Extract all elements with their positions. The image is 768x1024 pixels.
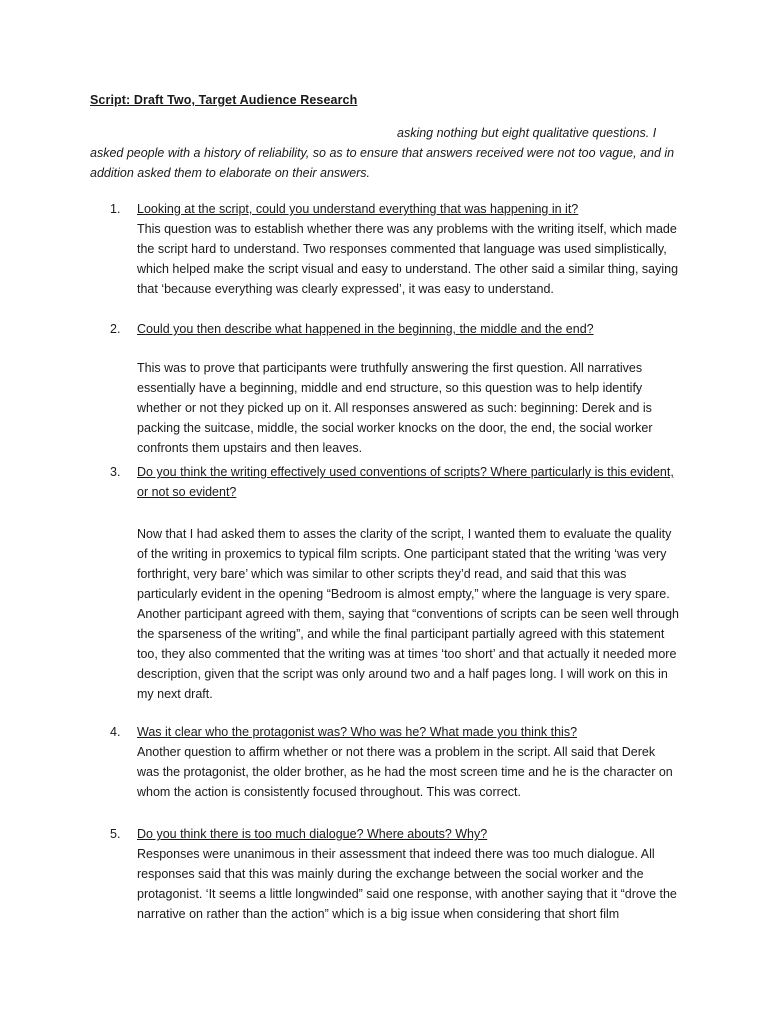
intro-line1: asking nothing but eight qualitative questions. I bbox=[397, 126, 657, 140]
question-number: 1. bbox=[110, 202, 121, 216]
question-item-4 bbox=[110, 722, 680, 802]
question-item-5 bbox=[110, 824, 680, 924]
question-text: Do you think there is too much dialogue? Where abouts? Why? bbox=[137, 827, 488, 841]
question-number: 3. bbox=[110, 465, 121, 479]
answer-text: This was to prove that participants were truthfully answering the first question. All narratives essentially have a beginning, middle and end structure, so this question was to help identify whether or not they picked up on it. All responses answered as such: beginning: Derek and is packing the suitcase, middle, the social worker knocks on the door, the end, the social worker confronts them upstairs and then leaves. bbox=[137, 361, 653, 455]
question-number: 5. bbox=[110, 827, 121, 841]
question-item-3 bbox=[110, 462, 680, 704]
intro-paragraph bbox=[90, 123, 680, 183]
answer-text: Another question to affirm whether or not there was a problem in the script. All said that Derek was the protagonist, the older brother, as he had the most screen time and he is the character on whom the action is consistently focused throughout. This was correct. bbox=[137, 745, 673, 799]
question-text: Could you then describe what happened in the beginning, the middle and the end? bbox=[137, 322, 594, 336]
question-number: 2. bbox=[110, 322, 121, 336]
intro-rest: asked people with a history of reliability, so as to ensure that answers received were not too vague, and in addition asked them to elaborate on their answers. bbox=[90, 146, 675, 180]
answer-text: This question was to establish whether there was any problems with the writing itself, which made the script hard to understand. Two responses commented that language was used simplistically, which helped make the script visual and easy to understand. The other said a similar thing, saying that ‘because everything was clearly expressed’, it was easy to understand. bbox=[137, 222, 679, 296]
question-text: Looking at the script, could you understand everything that was happening in it? bbox=[137, 202, 579, 216]
question-item-2 bbox=[110, 319, 680, 458]
question-text: Do you think the writing effectively used conventions of scripts? Where particularly is this evident, or not so evident? bbox=[137, 465, 674, 499]
answer-text: Responses were unanimous in their assessment that indeed there was too much dialogue. All responses said that this was mainly during the exchange between the social worker and the protagonist. ‘It seems a little longwinded” said one response, with another saying that it “drove the narrative on rather than the action” which is a big issue when considering that short film bbox=[137, 847, 677, 921]
document-title: Script: Draft Two, Target Audience Research bbox=[90, 93, 358, 107]
question-number: 4. bbox=[110, 725, 121, 739]
question-item-1 bbox=[110, 199, 680, 299]
answer-text: Now that I had asked them to asses the clarity of the script, I wanted them to evaluate the quality of the writing in proxemics to typical film scripts. One participant stated that the writing ‘was very forthright, very bare’ which was similar to other scripts they’d read, and said that this was particularly evident in the opening “Bedroom is almost empty,” where the language is very spare. Another participant agreed with them, saying that “conventions of scripts can be seen well through the sparseness of the writing”, and while the final participant partially agreed with this statement too, they also commented that the writing was at times ‘too short’ and that actually it needed more description, given that the script was only around two and a half pages long. I will work on this in my next draft. bbox=[137, 527, 679, 701]
question-text: Was it clear who the protagonist was? Who was he? What made you think this? bbox=[137, 725, 578, 739]
